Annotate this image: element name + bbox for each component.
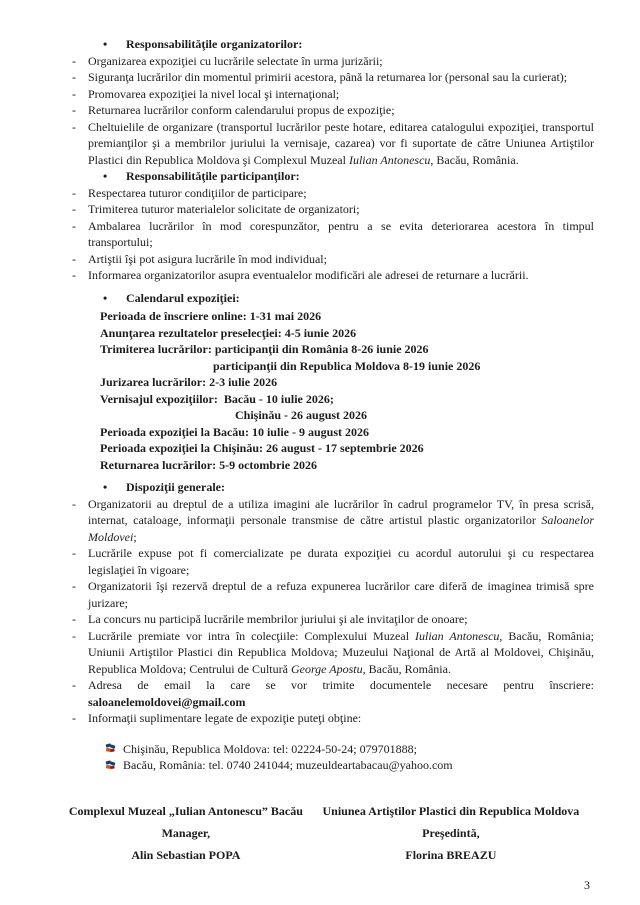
list-item [64, 201, 594, 218]
list-item-text [88, 251, 594, 268]
text-segment: Returnarea lucrărilor conform calendarului propus de expoziţie; [88, 103, 395, 117]
dash-bullet: - [72, 202, 76, 216]
list-item [64, 677, 594, 710]
list-item [64, 611, 594, 628]
text-segment: , Bacău, România; Uniunii Artiştilor Plastici din Republica Moldova; Muzeului Naţional de Artă al Moldovei, Chişinău, Republica Moldova; Centrului de Cultură [88, 628, 594, 676]
list-item-text [88, 119, 594, 169]
list-item-text [88, 545, 594, 578]
dash-bullet: - [72, 103, 76, 117]
contact-text: Chişinău, Republica Moldova: tel: 02224-50-24; 079701888; [123, 741, 417, 756]
contact-text: Bacău, România: tel. 0740 241044; muzeuldeartabacau@yahoo.com [123, 758, 453, 772]
section-header-text: Calendarul expoziţiei: [126, 290, 240, 305]
text-segment: Organizarea expoziţiei cu lucrările selectate în urma jurizării; [88, 53, 383, 68]
signature-left [64, 800, 308, 866]
text-segment: Organizatorii îşi rezervă dreptul de a refuza expunerea lucrărilor care diferă de imaginea trimisă spre jurizare; [88, 579, 594, 610]
text-segment: Organizatorii au dreptul de a utiliza imagini ale lucrărilor în cadrul programelor TV, în presa scrisă, internat, cataloage, informaţii personale transmise de către artistul plastic organizatorilor [88, 496, 594, 527]
dash-bullet: - [72, 612, 76, 626]
list-item [64, 69, 594, 86]
list-item-text [88, 53, 594, 70]
registration-email-address: saloanelemoldovei@gmail.com [88, 694, 246, 709]
signature-name: Alin Sebastian POPA [131, 847, 241, 862]
list-item [64, 628, 594, 678]
bullet-icon: • [103, 169, 108, 183]
list-item-text [88, 677, 594, 710]
flower-bullet-icon [105, 760, 116, 771]
general-provisions-list [64, 496, 594, 727]
bullet-icon: • [103, 37, 108, 51]
text-segment: Artiştii îşi pot asigura lucrările în mod individual; [88, 251, 327, 266]
calendar-line: Vernisajul expoziţiilor: Bacău - 10 iulie 2026; [100, 391, 334, 406]
calendar-line: Returnarea lucrărilor: 5-9 octombrie 2026 [100, 457, 318, 472]
calendar-block [100, 308, 594, 473]
list-item-text [88, 185, 594, 202]
list-item-text [88, 710, 594, 727]
calendar-line-indented: Chişinău - 26 august 2026 [235, 408, 368, 422]
list-item-text [88, 267, 594, 284]
text-segment: Adresa de email la care se vor trimite documentele necesare pentru înscriere: [88, 678, 594, 692]
page-number: 3 [584, 877, 590, 892]
dash-bullet: - [72, 185, 76, 200]
museum-name-italic: Iulian Antonescu [348, 152, 431, 167]
bullet-icon: • [103, 480, 108, 494]
list-item [64, 545, 594, 578]
list-item-text [88, 496, 594, 546]
text-segment: ; [133, 529, 137, 544]
list-item-text [88, 201, 594, 218]
text-segment: Ambalarea lucrărilor în mod corespunzător, pentru a se evita deteriorarea acestora în timpul transportului; [88, 218, 594, 249]
signature-organization: Complexul Muzeal „Iulian Antonescu” Bacău [68, 803, 303, 818]
calendar-line: Perioada expoziţiei la Chişinău: 26 august - 17 septembrie 2026 [100, 441, 424, 455]
calendar-line: Perioada expoziţiei la Bacău: 10 iulie - 9 august 2026 [100, 424, 369, 439]
text-segment: , Bacău, România. [430, 152, 519, 167]
dash-bullet: - [72, 579, 76, 593]
section-header-participants [103, 168, 594, 185]
list-item [64, 496, 594, 546]
list-item [64, 86, 594, 103]
dash-bullet: - [72, 678, 76, 692]
signature-name: Florina BREAZU [405, 847, 497, 862]
list-item [64, 119, 594, 169]
text-segment: Informarea organizatorilor asupra eventualelor modificări ale adresei de returnare a lucrării. [88, 268, 529, 282]
dash-bullet: - [72, 546, 76, 560]
dash-bullet: - [72, 251, 76, 266]
signature-role: Preşedintă, [422, 825, 480, 840]
list-item-text [88, 628, 594, 678]
dash-bullet: - [72, 86, 76, 101]
calendar-line: Jurizarea lucrărilor: 2-3 iulie 2026 [100, 375, 278, 389]
text-segment: Lucrările premiate vor intra în colecţiile: Complexului Muzeal [88, 628, 415, 643]
list-item [64, 267, 594, 284]
list-item [64, 710, 594, 727]
text-segment: Respectarea tuturor condiţiilor de participare; [88, 185, 307, 200]
list-item-text [88, 69, 594, 86]
salons-name-italic: Saloanelor Moldovei [88, 513, 594, 544]
list-item [64, 102, 594, 119]
text-segment: , Bacău, România. [362, 661, 451, 676]
culture-center-name-italic: George Apostu [290, 661, 363, 676]
signature-block [64, 800, 594, 866]
calendar-line: Trimiterea lucrărilor: participanţii din România 8-26 iunie 2026 [100, 342, 429, 356]
dash-bullet: - [72, 53, 76, 68]
text-segment: Informaţii suplimentare legate de expoziţie puteţi obţine: [88, 711, 362, 725]
list-item [64, 251, 594, 268]
dash-bullet: - [72, 70, 76, 84]
text-segment: Siguranţa lucrărilor din momentul primirii acestora, până la returnarea lor (personal sau la curierat); [88, 70, 568, 84]
signature-role: Manager, [161, 825, 211, 840]
section-header-general-provisions [103, 479, 594, 496]
museum-name-italic: Iulian Antonescu [415, 628, 500, 643]
list-item [64, 218, 594, 251]
text-segment: Trimiterea tuturor materialelor solicitate de organizatori; [88, 202, 360, 216]
section-header-organizers [103, 36, 594, 53]
section-header-text: Responsabilităţile organizatorilor: [126, 37, 303, 51]
signature-right [308, 800, 594, 866]
list-item-text [88, 578, 594, 611]
dash-bullet: - [72, 268, 76, 282]
contact-list [105, 741, 594, 774]
contact-item-chisinau [105, 741, 594, 758]
participants-list [64, 185, 594, 284]
list-item-text [88, 218, 594, 251]
text-segment: Promovarea expoziţiei la nivel local şi internaţional; [88, 86, 340, 101]
text-segment: Cheltuielile de organizare (transportul lucrărilor peste hotare, editarea catalogului expoziţiei, transportul premianţilor şi a membrilor juriului la vernisaje, cazarea) vor fi suportate de către Uniunea Artiştilor Plastici din Republica Moldova şi Complexul Muzeal [88, 119, 594, 167]
list-item [64, 578, 594, 611]
list-item [64, 185, 594, 202]
section-header-text: Responsabilităţile participanţilor: [126, 169, 300, 183]
text-segment: La concurs nu participă lucrările membrilor juriului şi ale invitaţilor de onoare; [88, 612, 468, 626]
signature-organization: Uniunea Artiştilor Plastici din Republica Moldova [322, 803, 580, 818]
dash-bullet: - [72, 711, 76, 725]
text-segment: Lucrările expuse pot fi comercializate pe durata expoziţiei cu acordul autorului şi cu respectarea legislaţiei în vigoare; [88, 546, 594, 577]
bullet-icon: • [103, 290, 108, 305]
section-header-calendar [103, 290, 594, 307]
dash-bullet: - [72, 628, 76, 643]
dash-bullet: - [72, 496, 76, 511]
calendar-line: Perioada de înscriere online: 1-31 mai 2026 [100, 309, 322, 323]
flower-bullet-icon [105, 743, 116, 754]
contact-item-bacau [105, 757, 594, 774]
calendar-line-indented: participanţii din Republica Moldova 8-19 iunie 2026 [213, 358, 481, 373]
dash-bullet: - [72, 218, 76, 233]
section-header-text: Dispoziţii generale: [126, 480, 225, 494]
list-item-text [88, 611, 594, 628]
list-item-text [88, 86, 594, 103]
calendar-line: Anunţarea rezultatelor preselecţiei: 4-5 iunie 2026 [100, 325, 357, 340]
dash-bullet: - [72, 119, 76, 134]
organizers-list [64, 53, 594, 169]
list-item [64, 53, 594, 70]
list-item-text [88, 102, 594, 119]
